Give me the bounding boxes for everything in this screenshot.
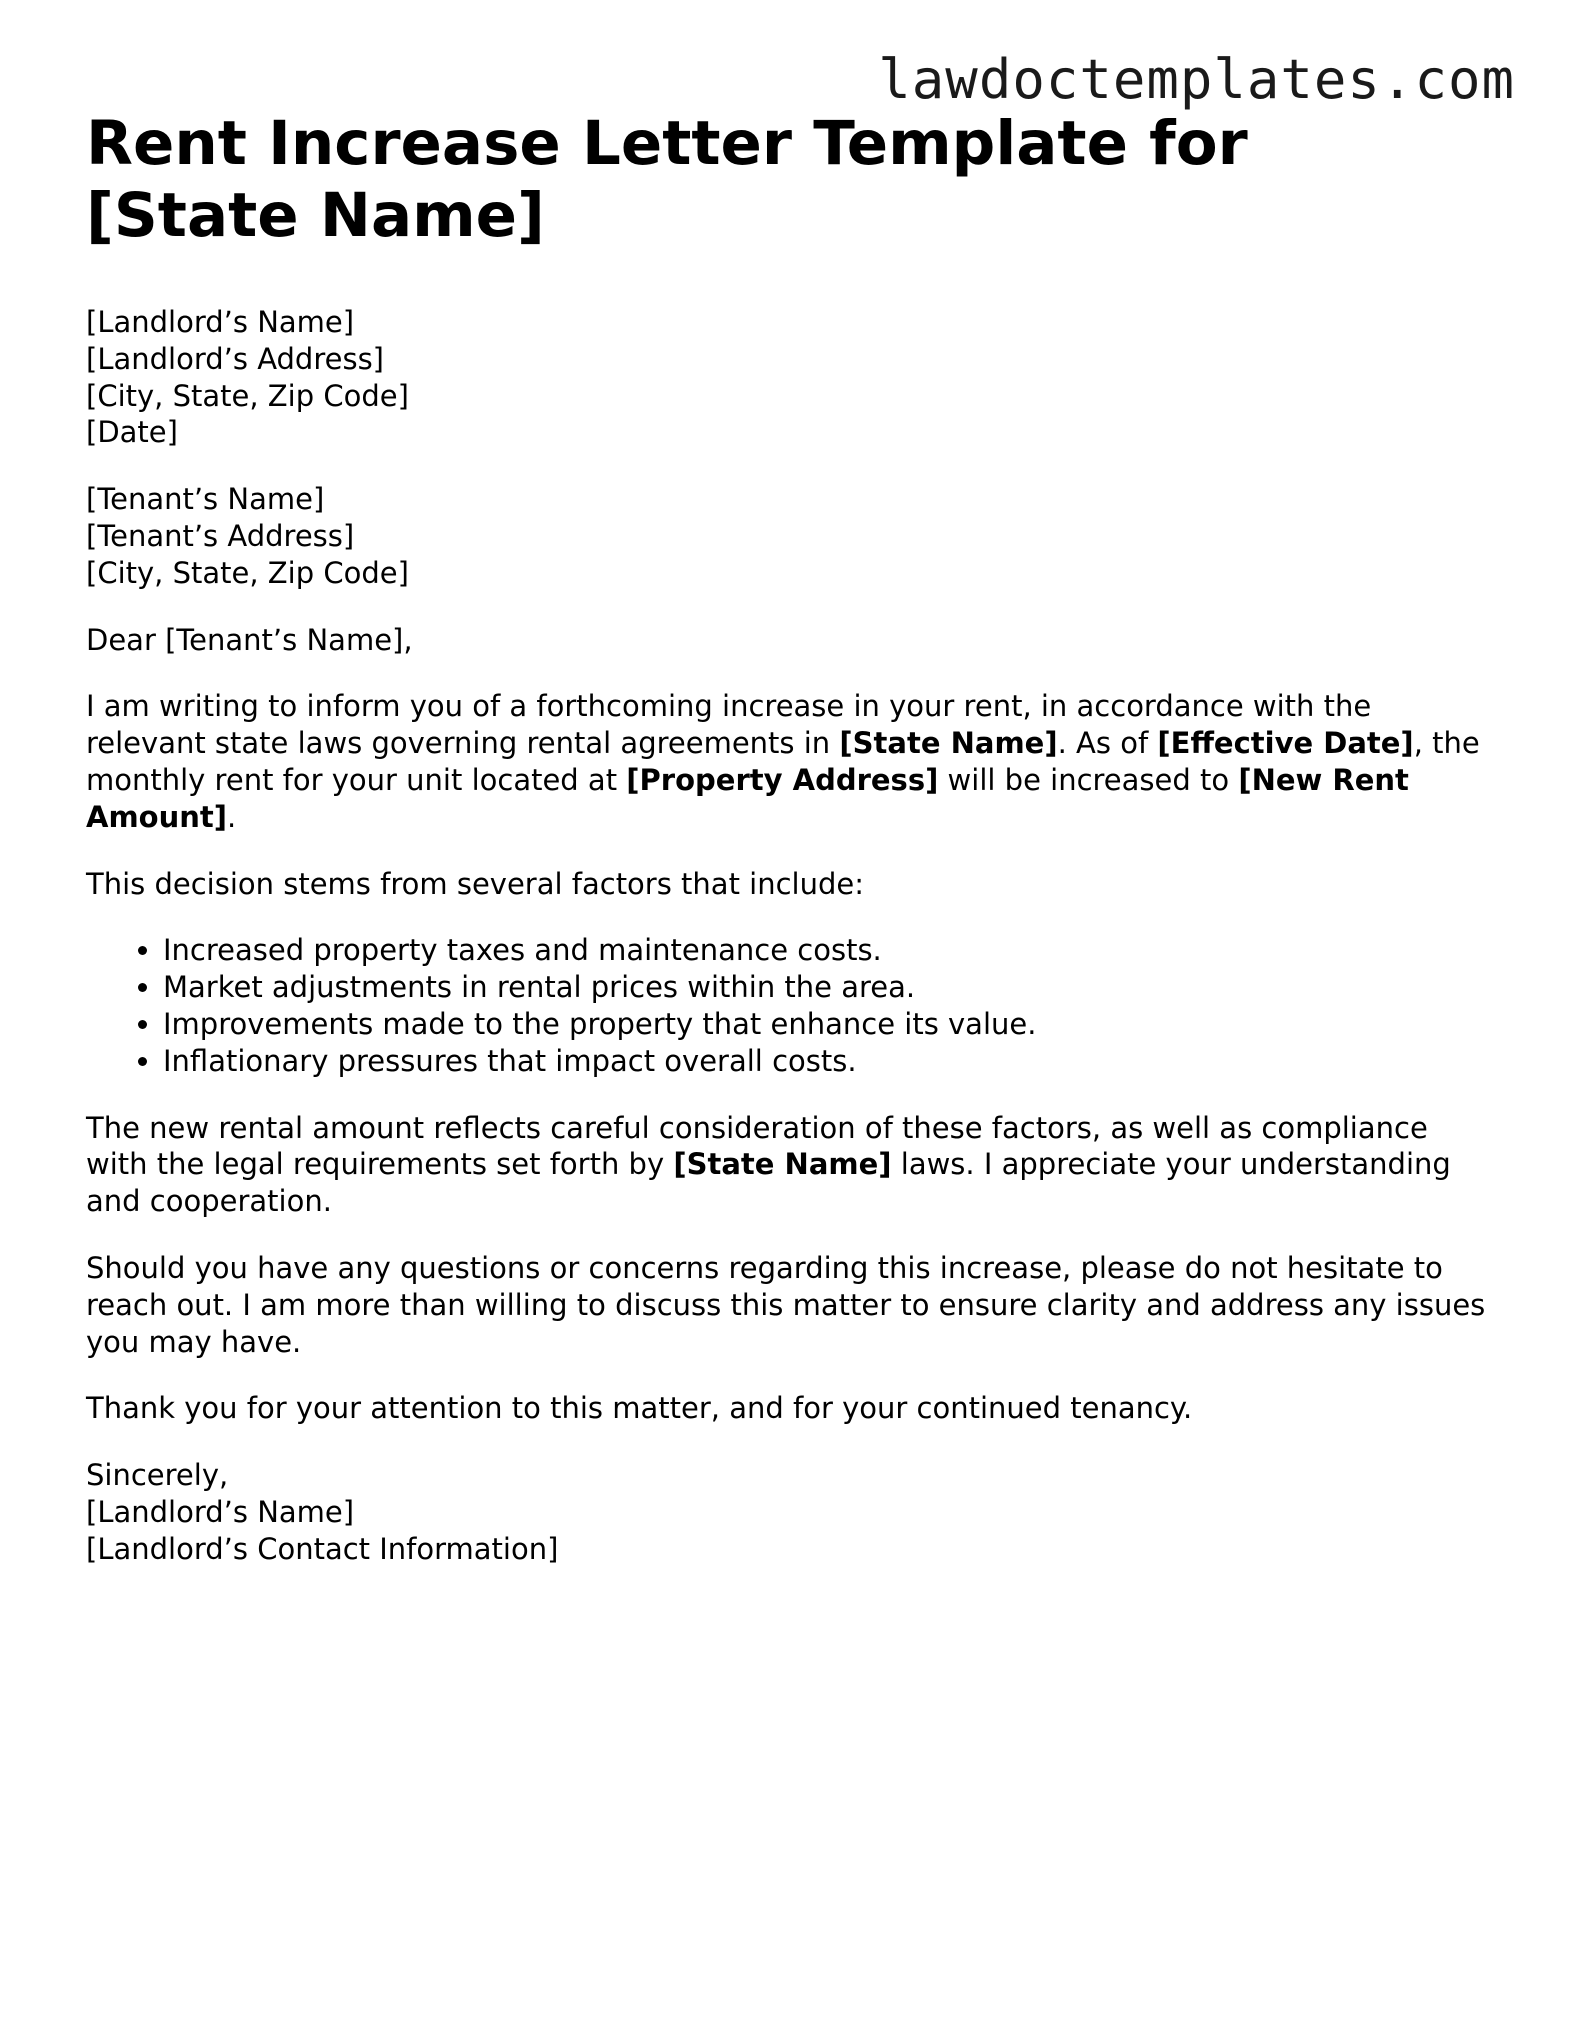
sender-city-state-zip: [City, State, Zip Code] bbox=[86, 378, 409, 413]
paragraph-compliance bbox=[86, 1110, 1496, 1220]
paragraph-text: . bbox=[227, 799, 237, 834]
closing-contact-info: [Landlord’s Contact Information] bbox=[86, 1531, 559, 1566]
salutation: Dear [Tenant’s Name], bbox=[86, 622, 413, 657]
closing-block bbox=[86, 1457, 1496, 1567]
letter-date: [Date] bbox=[86, 415, 178, 450]
letter-document bbox=[86, 108, 1496, 1568]
sign-off: Sincerely, bbox=[86, 1458, 229, 1493]
effective-date-placeholder: [Effective Date] bbox=[1157, 726, 1414, 761]
paragraph-text: will be increased to bbox=[938, 762, 1239, 797]
recipient-address-block bbox=[86, 481, 1496, 591]
paragraph-rent-increase bbox=[86, 688, 1496, 835]
recipient-city-state-zip: [City, State, Zip Code] bbox=[86, 555, 409, 590]
page-title: Rent Increase Letter Template for [State Name] bbox=[86, 108, 1248, 251]
state-name-placeholder: [State Name] bbox=[673, 1147, 892, 1182]
paragraph-text: . As of bbox=[1057, 726, 1158, 761]
recipient-name: [Tenant’s Name] bbox=[86, 482, 325, 517]
paragraph-text: I am writing to inform you of a forthcoming increase in your rent, in accordance with the relevant state laws governing rental agreements in bbox=[86, 689, 1372, 761]
watermark-text: lawdoctemplates.com bbox=[878, 48, 1515, 111]
paragraph-questions: Should you have any questions or concerns regarding this increase, please do not hesitate to reach out. I am more than willing to discuss this matter to ensure clarity and address any issues you may have. bbox=[86, 1250, 1486, 1359]
paragraph-text: laws. I appreciate your understanding and cooperation. bbox=[86, 1147, 1451, 1219]
list-item: • Improvements made to the property that enhance its value. bbox=[163, 1006, 1496, 1043]
sender-address: [Landlord’s Address] bbox=[86, 341, 385, 376]
sender-name: [Landlord’s Name] bbox=[86, 305, 355, 339]
closing-landlord-name: [Landlord’s Name] bbox=[86, 1494, 355, 1529]
paragraph-thanks: Thank you for your attention to this matter, and for your continued tenancy. bbox=[86, 1391, 1193, 1426]
sender-address-block bbox=[86, 304, 1496, 451]
paragraph-text: , the monthly rent for your unit located at bbox=[86, 726, 1480, 797]
property-address-placeholder: [Property Address] bbox=[626, 762, 939, 797]
new-rent-amount-placeholder: [New Rent Amount] bbox=[86, 762, 1409, 834]
paragraph-text: The new rental amount reflects careful consideration of these factors, as well as compliance with the legal requirements set forth by bbox=[86, 1110, 1428, 1182]
list-item: • Inflationary pressures that impact overall costs. bbox=[163, 1043, 1496, 1080]
recipient-address: [Tenant’s Address] bbox=[86, 518, 355, 553]
state-name-placeholder: [State Name] bbox=[839, 726, 1058, 761]
factors-list bbox=[86, 932, 1496, 1079]
list-item: • Market adjustments in rental prices within the area. bbox=[163, 969, 1496, 1006]
list-item: • Increased property taxes and maintenance costs. bbox=[163, 932, 1496, 969]
factors-intro: This decision stems from several factors that include: bbox=[86, 866, 865, 901]
